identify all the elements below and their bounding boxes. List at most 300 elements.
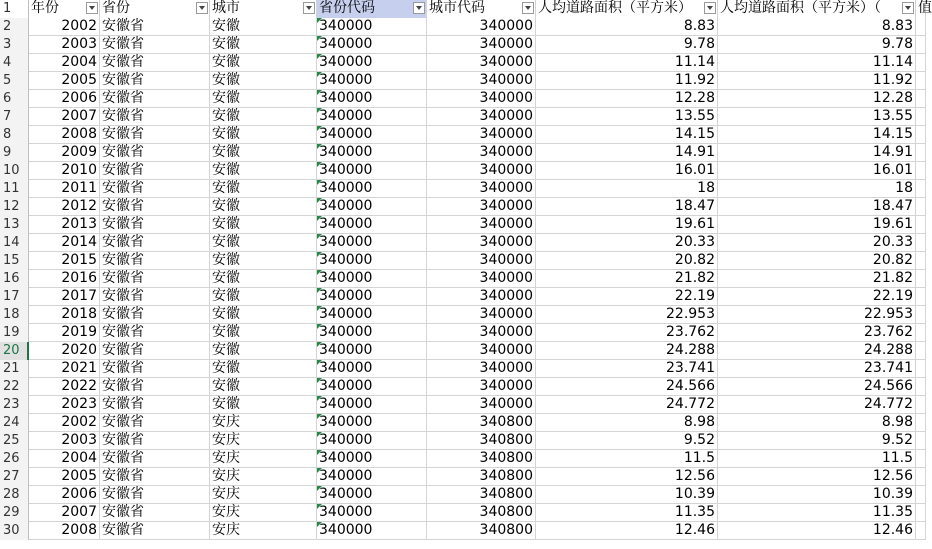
cell-province-code[interactable]: 340000 [317, 378, 427, 396]
cell-road-area[interactable]: 20.33 [536, 234, 718, 252]
cell-extra[interactable] [916, 234, 926, 252]
cell-road-area-2[interactable]: 20.33 [718, 234, 916, 252]
cell-year[interactable]: 2018 [29, 306, 100, 324]
number-as-text-indicator-icon [317, 450, 322, 455]
row-number[interactable]: 28 [0, 486, 29, 504]
cell-province[interactable]: 安徽省 [100, 414, 210, 432]
cell-city-code[interactable]: 340000 [427, 270, 536, 288]
cell-city-code[interactable]: 340000 [427, 180, 536, 198]
cell-road-area[interactable]: 21.82 [536, 270, 718, 288]
number-as-text-indicator-icon [317, 126, 322, 131]
cell-road-area[interactable]: 23.762 [536, 324, 718, 342]
cell-road-area[interactable]: 20.82 [536, 252, 718, 270]
cell-road-area-2[interactable]: 23.762 [718, 324, 916, 342]
cell-year[interactable]: 2005 [29, 72, 100, 90]
cell-city-code[interactable]: 340000 [427, 162, 536, 180]
cell-road-area[interactable]: 14.15 [536, 126, 718, 144]
cell-city-code[interactable]: 340800 [427, 486, 536, 504]
cell-extra[interactable] [916, 396, 926, 414]
cell-road-area-2[interactable]: 9.78 [718, 36, 916, 54]
cell-province[interactable]: 安徽省 [100, 396, 210, 414]
cell-year[interactable]: 2016 [29, 270, 100, 288]
cell-province-code[interactable]: 340000 [317, 306, 427, 324]
cell-city[interactable]: 安徽 [210, 108, 317, 126]
filter-dropdown-icon[interactable] [86, 2, 98, 14]
cell-road-area-2[interactable]: 9.52 [718, 432, 916, 450]
filter-dropdown-icon[interactable] [413, 2, 425, 14]
cell-city-code[interactable]: 340000 [427, 216, 536, 234]
table-row [0, 450, 926, 468]
cell-road-area-2[interactable]: 11.14 [718, 54, 916, 72]
cell-city[interactable]: 安徽 [210, 54, 317, 72]
cell-city-code[interactable]: 340000 [427, 36, 536, 54]
table-row [0, 18, 926, 36]
cell-province-code[interactable]: 340000 [317, 162, 427, 180]
cell-extra[interactable] [916, 432, 926, 450]
row-number[interactable]: 9 [0, 144, 29, 162]
cell-road-area-2[interactable]: 8.83 [718, 18, 916, 36]
cell-year[interactable]: 2006 [29, 90, 100, 108]
cell-extra[interactable] [916, 144, 926, 162]
cell-city[interactable]: 安庆 [210, 414, 317, 432]
cell-extra[interactable] [916, 216, 926, 234]
cell-road-area-2[interactable]: 12.46 [718, 522, 916, 540]
cell-year[interactable]: 2009 [29, 144, 100, 162]
filter-dropdown-icon[interactable] [902, 2, 914, 14]
cell-road-area-2[interactable]: 23.741 [718, 360, 916, 378]
row-number[interactable]: 3 [0, 36, 29, 54]
cell-province-code[interactable]: 340000 [317, 270, 427, 288]
cell-province-code[interactable]: 340000 [317, 342, 427, 360]
cell-road-area[interactable]: 24.566 [536, 378, 718, 396]
row-number[interactable]: 27 [0, 468, 29, 486]
cell-extra[interactable] [916, 36, 926, 54]
cell-province[interactable]: 安徽省 [100, 342, 210, 360]
number-as-text-indicator-icon [317, 486, 322, 491]
cell-road-area[interactable]: 18 [536, 180, 718, 198]
number-as-text-indicator-icon [317, 378, 322, 383]
cell-year[interactable]: 2003 [29, 432, 100, 450]
cell-city-code[interactable]: 340000 [427, 126, 536, 144]
number-as-text-indicator-icon [317, 198, 322, 203]
cell-city-code[interactable]: 340000 [427, 72, 536, 90]
cell-road-area-2[interactable]: 21.82 [718, 270, 916, 288]
cell-extra[interactable] [916, 180, 926, 198]
cell-province[interactable]: 安徽省 [100, 288, 210, 306]
cell-road-area[interactable]: 16.01 [536, 162, 718, 180]
cell-province-code[interactable]: 340000 [317, 90, 427, 108]
cell-city[interactable]: 安徽 [210, 126, 317, 144]
cell-extra[interactable] [916, 486, 926, 504]
cell-extra[interactable] [916, 414, 926, 432]
cell-province[interactable]: 安徽省 [100, 72, 210, 90]
cell-road-area-2[interactable]: 12.56 [718, 468, 916, 486]
cell-city-code[interactable]: 340800 [427, 432, 536, 450]
cell-province-code[interactable]: 340000 [317, 252, 427, 270]
row-number[interactable]: 6 [0, 90, 29, 108]
cell-road-area-2[interactable]: 14.15 [718, 126, 916, 144]
header-cell-city[interactable] [210, 0, 317, 18]
cell-extra[interactable] [916, 468, 926, 486]
row-number[interactable]: 15 [0, 252, 29, 270]
cell-year[interactable]: 2010 [29, 162, 100, 180]
cell-city-code[interactable]: 340000 [427, 198, 536, 216]
row-number[interactable]: 13 [0, 216, 29, 234]
cell-road-area-2[interactable]: 20.82 [718, 252, 916, 270]
cell-extra[interactable] [916, 324, 926, 342]
header-cell-province-code[interactable] [317, 0, 427, 18]
cell-province[interactable]: 安徽省 [100, 198, 210, 216]
cell-road-area-2[interactable]: 12.28 [718, 90, 916, 108]
header-label: 省份 [102, 0, 130, 16]
cell-year[interactable]: 2002 [29, 414, 100, 432]
cell-road-area[interactable]: 10.39 [536, 486, 718, 504]
filter-dropdown-icon[interactable] [196, 2, 208, 14]
row-number[interactable]: 11 [0, 180, 29, 198]
cell-extra[interactable] [916, 108, 926, 126]
cell-road-area[interactable]: 8.98 [536, 414, 718, 432]
cell-extra[interactable] [916, 522, 926, 540]
cell-province[interactable]: 安徽省 [100, 270, 210, 288]
cell-city[interactable]: 安徽 [210, 216, 317, 234]
cell-city-code[interactable]: 340000 [427, 288, 536, 306]
cell-year[interactable]: 2020 [29, 342, 100, 360]
cell-extra[interactable] [916, 342, 926, 360]
row-number[interactable]: 14 [0, 234, 29, 252]
row-number[interactable]: 10 [0, 162, 29, 180]
cell-road-area[interactable]: 24.288 [536, 342, 718, 360]
header-cell-road-area-2[interactable] [718, 0, 916, 18]
cell-province[interactable]: 安徽省 [100, 486, 210, 504]
cell-year[interactable]: 2002 [29, 18, 100, 36]
row-number[interactable]: 24 [0, 414, 29, 432]
number-as-text-indicator-icon [317, 396, 322, 401]
row-number[interactable]: 2 [0, 18, 29, 36]
cell-city[interactable]: 安徽 [210, 270, 317, 288]
cell-province[interactable]: 安徽省 [100, 468, 210, 486]
cell-city[interactable]: 安徽 [210, 288, 317, 306]
row-number[interactable]: 4 [0, 54, 29, 72]
cell-city-code[interactable]: 340000 [427, 324, 536, 342]
cell-province-code[interactable]: 340000 [317, 234, 427, 252]
cell-year[interactable]: 2008 [29, 522, 100, 540]
header-label: 人均道路面积（平方米） [538, 0, 692, 16]
row-number[interactable]: 29 [0, 504, 29, 522]
cell-city-code[interactable]: 340800 [427, 522, 536, 540]
cell-province-code[interactable]: 340000 [317, 198, 427, 216]
cell-road-area[interactable]: 11.92 [536, 72, 718, 90]
row-number[interactable]: 12 [0, 198, 29, 216]
cell-province-code[interactable]: 340000 [317, 522, 427, 540]
cell-road-area-2[interactable]: 18.47 [718, 198, 916, 216]
cell-city-code[interactable]: 340000 [427, 144, 536, 162]
cell-province-code[interactable]: 340000 [317, 504, 427, 522]
cell-extra[interactable] [916, 72, 926, 90]
header-cell-province[interactable] [100, 0, 210, 18]
cell-year[interactable]: 2007 [29, 504, 100, 522]
cell-road-area[interactable]: 12.28 [536, 90, 718, 108]
cell-year[interactable]: 2012 [29, 198, 100, 216]
header-cell-year[interactable] [29, 0, 100, 18]
table-row [0, 468, 926, 486]
row-number[interactable]: 8 [0, 126, 29, 144]
cell-extra[interactable] [916, 270, 926, 288]
header-cell-city-code[interactable] [427, 0, 536, 18]
cell-province[interactable]: 安徽省 [100, 450, 210, 468]
cell-province[interactable]: 安徽省 [100, 504, 210, 522]
cell-extra[interactable] [916, 450, 926, 468]
row-number[interactable]: 26 [0, 450, 29, 468]
cell-road-area[interactable]: 11.35 [536, 504, 718, 522]
cell-province-code[interactable]: 340000 [317, 36, 427, 54]
cell-road-area[interactable]: 12.56 [536, 468, 718, 486]
cell-city[interactable]: 安徽 [210, 180, 317, 198]
cell-province[interactable]: 安徽省 [100, 216, 210, 234]
cell-province[interactable]: 安徽省 [100, 108, 210, 126]
number-as-text-indicator-icon [317, 432, 322, 437]
cell-city-code[interactable]: 340000 [427, 306, 536, 324]
cell-extra[interactable] [916, 126, 926, 144]
cell-road-area-2[interactable]: 19.61 [718, 216, 916, 234]
cell-city[interactable]: 安徽 [210, 72, 317, 90]
cell-road-area[interactable]: 22.19 [536, 288, 718, 306]
cell-road-area[interactable]: 9.78 [536, 36, 718, 54]
cell-city-code[interactable]: 340000 [427, 252, 536, 270]
cell-road-area[interactable]: 18.47 [536, 198, 718, 216]
table-row [0, 234, 926, 252]
cell-year[interactable]: 2005 [29, 468, 100, 486]
number-as-text-indicator-icon [317, 108, 322, 113]
cell-road-area[interactable]: 11.14 [536, 54, 718, 72]
cell-road-area[interactable]: 24.772 [536, 396, 718, 414]
cell-city[interactable]: 安徽 [210, 324, 317, 342]
cell-city[interactable]: 安徽 [210, 36, 317, 54]
table-row [0, 198, 926, 216]
cell-province-code[interactable]: 340000 [317, 72, 427, 90]
cell-extra[interactable] [916, 288, 926, 306]
row-number[interactable]: 17 [0, 288, 29, 306]
cell-year[interactable]: 2004 [29, 450, 100, 468]
cell-province-code[interactable]: 340000 [317, 144, 427, 162]
cell-city[interactable]: 安徽 [210, 90, 317, 108]
cell-province-code[interactable]: 340000 [317, 18, 427, 36]
cell-road-area-2[interactable]: 14.91 [718, 144, 916, 162]
cell-extra[interactable] [916, 306, 926, 324]
cell-road-area[interactable]: 8.83 [536, 18, 718, 36]
cell-city-code[interactable]: 340000 [427, 18, 536, 36]
row-number[interactable]: 23 [0, 396, 29, 414]
filter-dropdown-icon[interactable] [303, 2, 315, 14]
row-number[interactable]: 1 [0, 0, 29, 18]
table-row [0, 270, 926, 288]
cell-road-area[interactable]: 22.953 [536, 306, 718, 324]
cell-province[interactable]: 安徽省 [100, 90, 210, 108]
cell-city[interactable]: 安庆 [210, 432, 317, 450]
number-as-text-indicator-icon [317, 504, 322, 509]
cell-province[interactable]: 安徽省 [100, 432, 210, 450]
cell-city-code[interactable]: 340800 [427, 450, 536, 468]
cell-province[interactable]: 安徽省 [100, 234, 210, 252]
cell-road-area[interactable]: 13.55 [536, 108, 718, 126]
cell-province-code[interactable]: 340000 [317, 108, 427, 126]
cell-city[interactable]: 安徽 [210, 360, 317, 378]
cell-city[interactable]: 安庆 [210, 486, 317, 504]
cell-city-code[interactable]: 340000 [427, 54, 536, 72]
row-number[interactable]: 19 [0, 324, 29, 342]
cell-extra[interactable] [916, 198, 926, 216]
cell-province[interactable]: 安徽省 [100, 252, 210, 270]
cell-road-area-2[interactable]: 11.92 [718, 72, 916, 90]
cell-city[interactable]: 安庆 [210, 504, 317, 522]
cell-province[interactable]: 安徽省 [100, 378, 210, 396]
cell-road-area-2[interactable]: 22.19 [718, 288, 916, 306]
cell-province[interactable]: 安徽省 [100, 522, 210, 540]
cell-city[interactable]: 安徽 [210, 396, 317, 414]
cell-city[interactable]: 安徽 [210, 378, 317, 396]
cell-province[interactable]: 安徽省 [100, 144, 210, 162]
cell-city[interactable]: 安徽 [210, 162, 317, 180]
cell-province[interactable]: 安徽省 [100, 54, 210, 72]
cell-province[interactable]: 安徽省 [100, 180, 210, 198]
cell-province[interactable]: 安徽省 [100, 126, 210, 144]
cell-extra[interactable] [916, 360, 926, 378]
cell-road-area-2[interactable]: 24.566 [718, 378, 916, 396]
cell-extra[interactable] [916, 90, 926, 108]
cell-city-code[interactable]: 340800 [427, 504, 536, 522]
row-number[interactable]: 22 [0, 378, 29, 396]
cell-year[interactable]: 2022 [29, 378, 100, 396]
table-row [0, 90, 926, 108]
cell-road-area[interactable]: 12.46 [536, 522, 718, 540]
cell-province-code[interactable]: 340000 [317, 486, 427, 504]
cell-year[interactable]: 2021 [29, 360, 100, 378]
cell-province[interactable]: 安徽省 [100, 36, 210, 54]
cell-province-code[interactable]: 340000 [317, 180, 427, 198]
cell-province-code[interactable]: 340000 [317, 414, 427, 432]
cell-city[interactable]: 安徽 [210, 306, 317, 324]
cell-year[interactable]: 2015 [29, 252, 100, 270]
cell-year[interactable]: 2003 [29, 36, 100, 54]
cell-province-code[interactable]: 340000 [317, 288, 427, 306]
cell-city[interactable]: 安徽 [210, 252, 317, 270]
cell-road-area-2[interactable]: 11.35 [718, 504, 916, 522]
cell-extra[interactable] [916, 18, 926, 36]
header-cell-road-area[interactable] [536, 0, 718, 18]
cell-road-area[interactable]: 9.52 [536, 432, 718, 450]
filter-dropdown-icon[interactable] [522, 2, 534, 14]
cell-city[interactable]: 安徽 [210, 234, 317, 252]
cell-city-code[interactable]: 340000 [427, 342, 536, 360]
cell-province-code[interactable]: 340000 [317, 324, 427, 342]
number-as-text-indicator-icon [317, 234, 322, 239]
cell-city-code[interactable]: 340000 [427, 234, 536, 252]
cell-extra[interactable] [916, 378, 926, 396]
cell-extra[interactable] [916, 252, 926, 270]
cell-year[interactable]: 2006 [29, 486, 100, 504]
cell-province-code[interactable]: 340000 [317, 360, 427, 378]
cell-city[interactable]: 安庆 [210, 468, 317, 486]
cell-extra[interactable] [916, 162, 926, 180]
cell-province[interactable]: 安徽省 [100, 306, 210, 324]
cell-province-code[interactable]: 340000 [317, 54, 427, 72]
table-row [0, 108, 926, 126]
cell-year[interactable]: 2017 [29, 288, 100, 306]
cell-province[interactable]: 安徽省 [100, 162, 210, 180]
row-number[interactable]: 16 [0, 270, 29, 288]
cell-city-code[interactable]: 340800 [427, 414, 536, 432]
cell-road-area-2[interactable]: 22.953 [718, 306, 916, 324]
row-number[interactable]: 18 [0, 306, 29, 324]
cell-year[interactable]: 2019 [29, 324, 100, 342]
cell-city-code[interactable]: 340000 [427, 90, 536, 108]
cell-year[interactable]: 2008 [29, 126, 100, 144]
cell-province-code[interactable]: 340000 [317, 450, 427, 468]
cell-road-area[interactable]: 23.741 [536, 360, 718, 378]
cell-year[interactable]: 2023 [29, 396, 100, 414]
cell-city-code[interactable]: 340000 [427, 396, 536, 414]
cell-road-area-2[interactable]: 10.39 [718, 486, 916, 504]
cell-province[interactable]: 安徽省 [100, 324, 210, 342]
cell-province-code[interactable]: 340000 [317, 432, 427, 450]
cell-year[interactable]: 2013 [29, 216, 100, 234]
cell-province[interactable]: 安徽省 [100, 18, 210, 36]
cell-province-code[interactable]: 340000 [317, 468, 427, 486]
cell-road-area-2[interactable]: 11.5 [718, 450, 916, 468]
cell-road-area-2[interactable]: 13.55 [718, 108, 916, 126]
header-cell-extra[interactable] [916, 0, 932, 18]
cell-road-area-2[interactable]: 24.772 [718, 396, 916, 414]
row-number[interactable]: 30 [0, 522, 29, 540]
cell-city[interactable]: 安徽 [210, 342, 317, 360]
cell-road-area[interactable]: 14.91 [536, 144, 718, 162]
cell-road-area-2[interactable]: 24.288 [718, 342, 916, 360]
cell-road-area-2[interactable]: 8.98 [718, 414, 916, 432]
row-number[interactable]: 7 [0, 108, 29, 126]
table-row [0, 252, 926, 270]
cell-city[interactable]: 安徽 [210, 198, 317, 216]
cell-extra[interactable] [916, 54, 926, 72]
cell-city[interactable]: 安徽 [210, 18, 317, 36]
row-number[interactable]: 25 [0, 432, 29, 450]
cell-year[interactable]: 2007 [29, 108, 100, 126]
cell-province-code[interactable]: 340000 [317, 216, 427, 234]
cell-year[interactable]: 2011 [29, 180, 100, 198]
cell-city-code[interactable]: 340000 [427, 360, 536, 378]
cell-city-code[interactable]: 340000 [427, 378, 536, 396]
cell-road-area-2[interactable]: 16.01 [718, 162, 916, 180]
row-number[interactable]: 20 [0, 342, 29, 360]
cell-city[interactable]: 安徽 [210, 144, 317, 162]
row-number[interactable]: 21 [0, 360, 29, 378]
filter-dropdown-icon[interactable] [704, 2, 716, 14]
cell-year[interactable]: 2004 [29, 54, 100, 72]
cell-province-code[interactable]: 340000 [317, 396, 427, 414]
header-label: 省份代码 [319, 0, 375, 16]
cell-road-area-2[interactable]: 18 [718, 180, 916, 198]
cell-road-area[interactable]: 11.5 [536, 450, 718, 468]
cell-city-code[interactable]: 340000 [427, 108, 536, 126]
row-number[interactable]: 5 [0, 72, 29, 90]
cell-city[interactable]: 安庆 [210, 450, 317, 468]
cell-extra[interactable] [916, 504, 926, 522]
cell-city[interactable]: 安庆 [210, 522, 317, 540]
cell-province[interactable]: 安徽省 [100, 360, 210, 378]
cell-year[interactable]: 2014 [29, 234, 100, 252]
cell-city-code[interactable]: 340800 [427, 468, 536, 486]
table-row [0, 54, 926, 72]
cell-province-code[interactable]: 340000 [317, 126, 427, 144]
cell-road-area[interactable]: 19.61 [536, 216, 718, 234]
